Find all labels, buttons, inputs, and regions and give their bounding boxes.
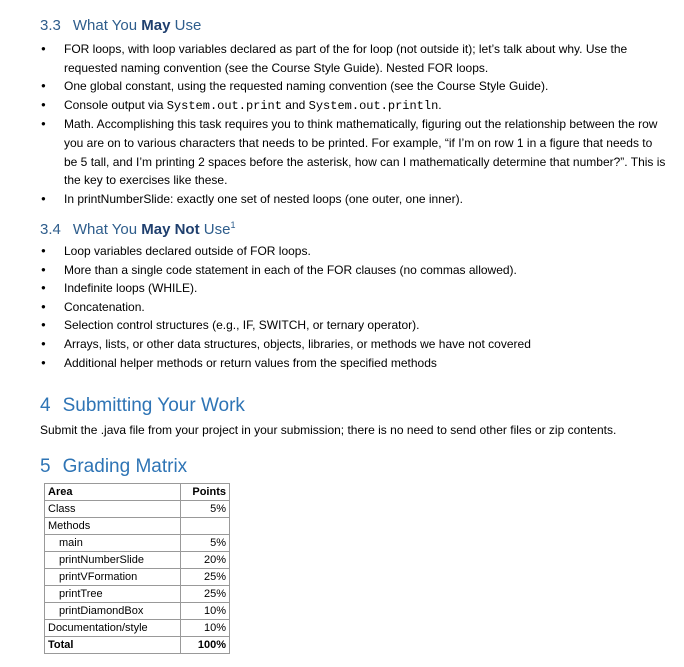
list-item-text: Console output via	[64, 97, 167, 112]
section-number: 4	[40, 395, 51, 416]
table-cell-area: Total	[45, 637, 181, 654]
section-number: 3.4	[40, 221, 61, 238]
table-row	[45, 586, 230, 603]
table-cell-area: Documentation/style	[45, 620, 181, 637]
table-cell-area: Class	[45, 501, 181, 518]
table-cell-points: 25%	[181, 569, 230, 586]
table-cell-points: 100%	[181, 637, 230, 654]
list-item: ● Indefinite loops (WHILE).	[0, 279, 684, 298]
submission-paragraph: Submit the .java file from your project in your submission; there is no need to send other files or zip contents.	[40, 423, 617, 437]
code-text: System.out.print	[166, 98, 282, 113]
table-cell-points: 10%	[181, 620, 230, 637]
list-item: ● FOR loops, with loop variables declared as part of the for loop (not outside it); let’s talk about why. Use the requested naming convention (see the Course Style Guide). Nested FOR loops.	[0, 40, 684, 77]
table-cell-points: 20%	[181, 552, 230, 569]
may-use-list	[0, 40, 684, 208]
list-item: ● More than a single code statement in each of the FOR clauses (no commas allowed).	[0, 261, 684, 280]
heading-bold-text: May	[141, 17, 171, 34]
list-item: ● Additional helper methods or return values from the specified methods	[0, 354, 684, 373]
heading-text: Use	[170, 17, 202, 34]
table-row	[45, 518, 230, 535]
heading-text: What You	[72, 17, 142, 34]
list-item	[0, 96, 684, 116]
list-item: ● Arrays, lists, or other data structures, objects, libraries, or methods we have not covered	[0, 335, 684, 354]
table-cell-points	[181, 518, 230, 535]
section-3-3-heading	[40, 17, 201, 34]
table-cell-points: 5%	[181, 535, 230, 552]
heading-text: Use	[199, 221, 231, 238]
heading-text: What You	[72, 221, 142, 238]
grading-matrix-table	[44, 483, 230, 654]
list-item-text: .	[438, 97, 442, 112]
section-3-4-heading	[40, 220, 235, 238]
heading-text: Grading Matrix	[62, 456, 188, 477]
table-cell-points: 5%	[181, 501, 230, 518]
table-cell-area: printDiamondBox	[45, 603, 181, 620]
section-5-heading	[40, 456, 187, 478]
table-cell-points: 25%	[181, 586, 230, 603]
list-item: ● Concatenation.	[0, 298, 684, 317]
list-item: ● Selection control structures (e.g., IF, SWITCH, or ternary operator).	[0, 316, 684, 335]
table-row	[45, 569, 230, 586]
table-header-row	[45, 484, 230, 501]
table-cell-points: 10%	[181, 603, 230, 620]
table-row	[45, 552, 230, 569]
list-item: ● In printNumberSlide: exactly one set of nested loops (one outer, one inner).	[0, 190, 684, 209]
table-header-area: Area	[45, 484, 181, 501]
table-total-row	[45, 637, 230, 654]
table-cell-area: Methods	[45, 518, 181, 535]
list-item: ● Math. Accomplishing this task requires you to think mathematically, figuring out the relationship between the row you are on to various characters that needs to be printed. For example, “if I’m on row 1 in a figure that needs to be 5 tall, and I’m printing 2 spaces before the asterisk, how can I mathematically determine that number?”. This is the key to exercises like these.	[0, 115, 684, 189]
table-row	[45, 501, 230, 518]
section-number: 3.3	[40, 17, 61, 34]
list-item: ● Loop variables declared outside of FOR loops.	[0, 242, 684, 261]
table-row	[45, 620, 230, 637]
may-not-use-list	[0, 242, 684, 372]
section-number: 5	[40, 456, 51, 477]
list-item: ● One global constant, using the requested naming convention (see the Course Style Guide).	[0, 77, 684, 96]
footnote-marker: 1	[230, 220, 236, 230]
heading-text: Submitting Your Work	[62, 395, 245, 416]
heading-bold-text: May Not	[141, 221, 200, 238]
table-cell-area: printNumberSlide	[45, 552, 181, 569]
table-cell-area: printVFormation	[45, 569, 181, 586]
table-row	[45, 535, 230, 552]
section-4-heading	[40, 395, 245, 417]
table-cell-area: main	[45, 535, 181, 552]
table-header-points: Points	[181, 484, 230, 501]
table-row	[45, 603, 230, 620]
table-cell-area: printTree	[45, 586, 181, 603]
code-text: System.out.println	[308, 98, 439, 113]
list-item-text: and	[281, 97, 309, 112]
